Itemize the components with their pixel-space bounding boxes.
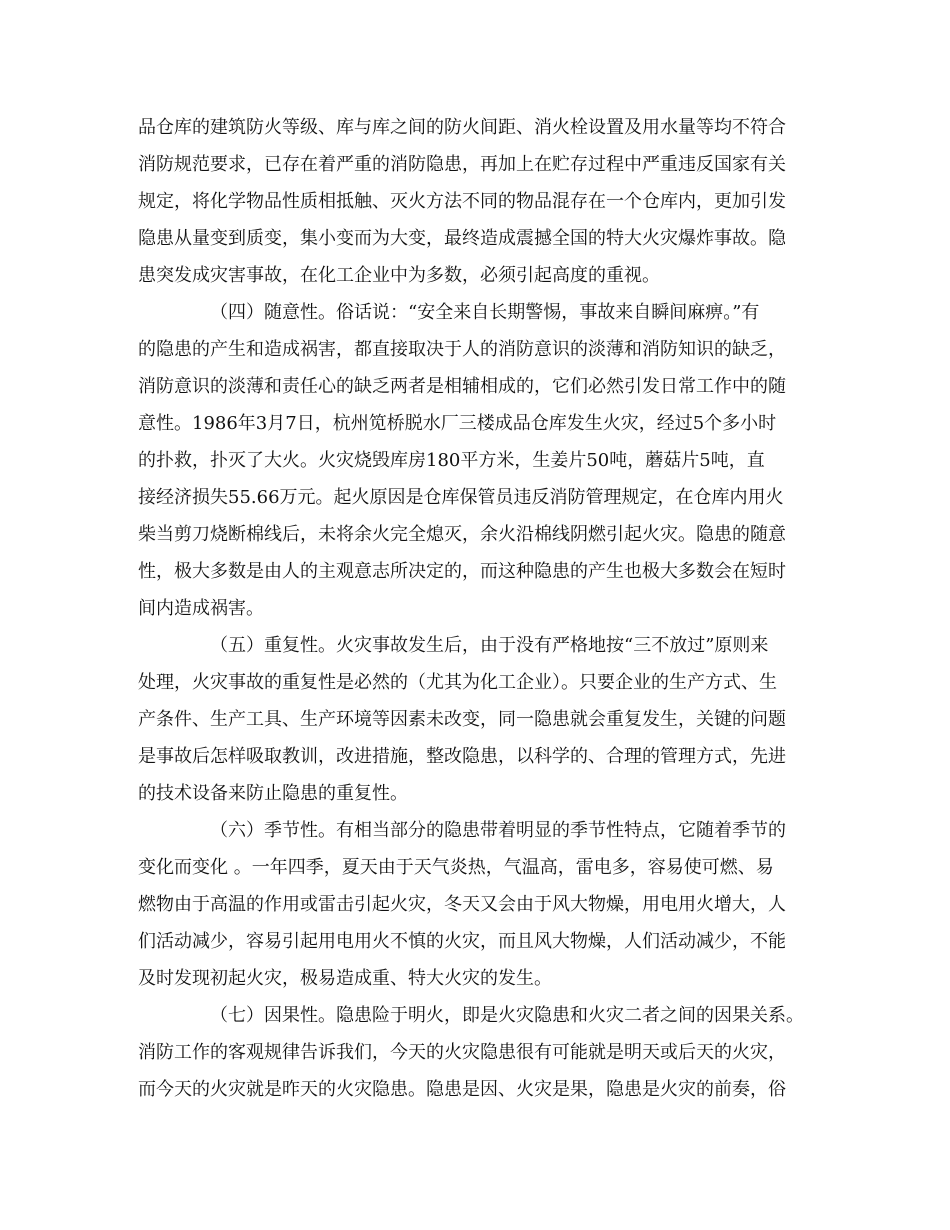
text-line-8: 消防意识的淡薄和责任心的缺乏两者是相辅相成的，它们必然引发日常工作中的随 — [138, 376, 786, 397]
text-line-2: 消防规范要求，已存在着严重的消防隐患，再加上在贮存过程中严重违反国家有关 — [138, 154, 786, 175]
text-line-11: 接经济损失55.66万元。起火原因是仓库保管员违反消防管理规定，在仓库内用火 — [138, 487, 784, 508]
text-line-12: 柴当剪刀烧断棉线后，未将余火完全熄灭，余火沿棉线阴燃引起火灾。隐患的随意 — [138, 524, 786, 545]
paragraph-7-first-line: （七）因果性。隐患险于明火，即是火灾隐患和火灾二者之间的因果关系。 — [210, 1005, 804, 1026]
text-line-24: 及时发现初起火灾，极易造成重、特大火灾的发生。 — [138, 968, 552, 989]
text-line-27: 而今天的火灾就是昨天的火灾隐患。隐患是因、火灾是果，隐患是火灾的前奏，俗 — [138, 1079, 786, 1100]
text-line-3: 规定，将化学物品性质相抵触、灭火方法不同的物品混存在一个仓库内，更加引发 — [138, 191, 786, 212]
text-line-4: 隐患从量变到质变，集小变而为大变，最终造成震撼全国的特大火灾爆炸事故。隐 — [138, 228, 786, 249]
text-line-22: 燃物由于高温的作用或雷击引起火灾，冬天又会由于风大物燥，用电用火增大，人 — [138, 894, 786, 915]
text-line-13: 性，极大多数是由人的主观意志所决定的，而这种隐患的产生也极大多数会在短时 — [138, 561, 786, 582]
text-line-21: 变化而变化 。一年四季，夏天由于天气炎热，气温高，雷电多，容易使可燃、易 — [138, 857, 774, 878]
text-line-9: 意性。1986年3月7日，杭州笕桥脱水厂三楼成品仓库发生火灾，经过5个多小时 — [138, 413, 777, 434]
text-line-1: 品仓库的建筑防火等级、库与库之间的防火间距、消火栓设置及用水量等均不符合 — [138, 117, 786, 138]
paragraph-4-first-line: （四）随意性。俗话说：“安全来自长期警惕，事故来自瞬间麻痹。”有 — [210, 302, 760, 323]
text-line-26: 消防工作的客观规律告诉我们，今天的火灾隐患很有可能就是明天或后天的火灾， — [138, 1042, 786, 1063]
paragraph-5-first-line: （五）重复性。火灾事故发生后，由于没有严格地按“三不放过”原则来 — [210, 635, 769, 656]
text-line-5: 患突发成灾害事故，在化工企业中为多数，必须引起高度的重视。 — [138, 265, 660, 286]
text-line-18: 是事故后怎样吸取教训，改进措施，整改隐患，以科学的、合理的管理方式，先进 — [138, 746, 786, 767]
paragraph-6-first-line: （六）季节性。有相当部分的隐患带着明显的季节性特点，它随着季节的 — [210, 820, 786, 841]
text-line-19: 的技术设备来防止隐患的重复性。 — [138, 783, 408, 804]
text-line-17: 产条件、生产工具、生产环境等因素未改变，同一隐患就会重复发生，关键的问题 — [138, 709, 786, 730]
text-line-16: 处理，火灾事故的重复性是必然的（尤其为化工企业）。只要企业的生产方式、生 — [138, 672, 777, 693]
text-line-14: 间内造成祸害。 — [138, 598, 264, 619]
text-line-7: 的隐患的产生和造成祸害，都直接取决于人的消防意识的淡薄和消防知识的缺乏， — [138, 339, 786, 360]
text-line-23: 们活动减少，容易引起用电用火不慎的火灾，而且风大物燥，人们活动减少，不能 — [138, 931, 786, 952]
text-line-10: 的扑救，扑灭了大火。火灾烧毁库房180平方米，生姜片50吨，蘑菇片5吨，直 — [138, 450, 765, 471]
